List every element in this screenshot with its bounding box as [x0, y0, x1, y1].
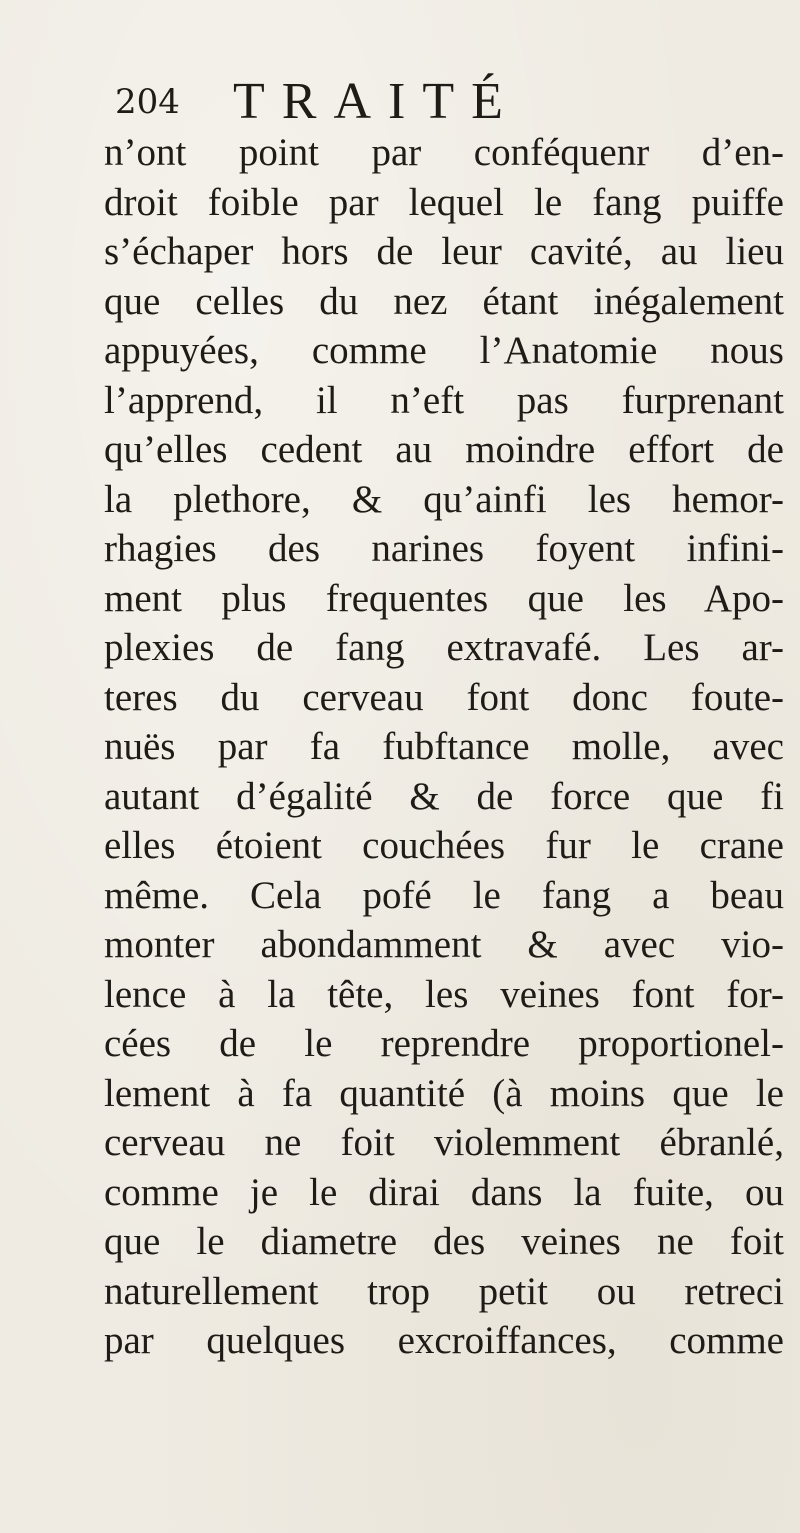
text-line: teres du cerveau font donc foute- [104, 675, 784, 719]
text-line: rhagies des narines foyent infini- [104, 527, 784, 570]
text-line: elles étoient couchées fur le crane [104, 824, 784, 867]
text-line: n’ont point par conféquenr d’en- [104, 131, 784, 174]
page-header [115, 72, 715, 132]
text-line: l’apprend, il n’eft pas furprenant [104, 378, 784, 422]
text-line: même. Cela pofé le fang a beau [104, 873, 784, 917]
text-line: lement à fa quantité (à moins que le [104, 1071, 784, 1115]
text-line: monter abondamment & avec vio- [104, 923, 784, 966]
text-line: droit foible par lequel le fang puiffe [104, 180, 784, 224]
text-line: qu’elles cedent au moindre effort de [104, 428, 784, 471]
text-line: lence à la tête, les veines font for- [104, 972, 784, 1016]
text-line: nuës par fa fubftance molle, avec [104, 725, 784, 768]
text-line: cerveau ne foit violemment ébranlé, [104, 1121, 784, 1164]
text-line: s’échaper hors de leur cavité, au lieu [104, 230, 784, 273]
text-line: naturellement trop petit ou retreci [104, 1269, 784, 1313]
text-line: par quelques excroiffances, comme [104, 1319, 784, 1362]
text-line: ment plus frequentes que les Apo- [104, 576, 784, 620]
text-line: cées de le reprendre proportionel- [104, 1022, 784, 1065]
text-line: la plethore, & qu’ainfi les hemor- [104, 477, 784, 521]
body-text [104, 128, 784, 1366]
text-line: que le diametre des veines ne foit [104, 1220, 784, 1263]
text-line: plexies de fang extravafé. Les ar- [104, 626, 784, 669]
page-number: 204 [115, 82, 180, 122]
text-line: autant d’égalité & de force que fi [104, 774, 784, 818]
text-line: appuyées, comme l’Anatomie nous [104, 329, 784, 372]
running-head: TRAITÉ [233, 73, 520, 130]
text-line: comme je le dirai dans la fuite, ou [104, 1170, 784, 1214]
text-line: que celles du nez étant inégalement [104, 279, 784, 323]
